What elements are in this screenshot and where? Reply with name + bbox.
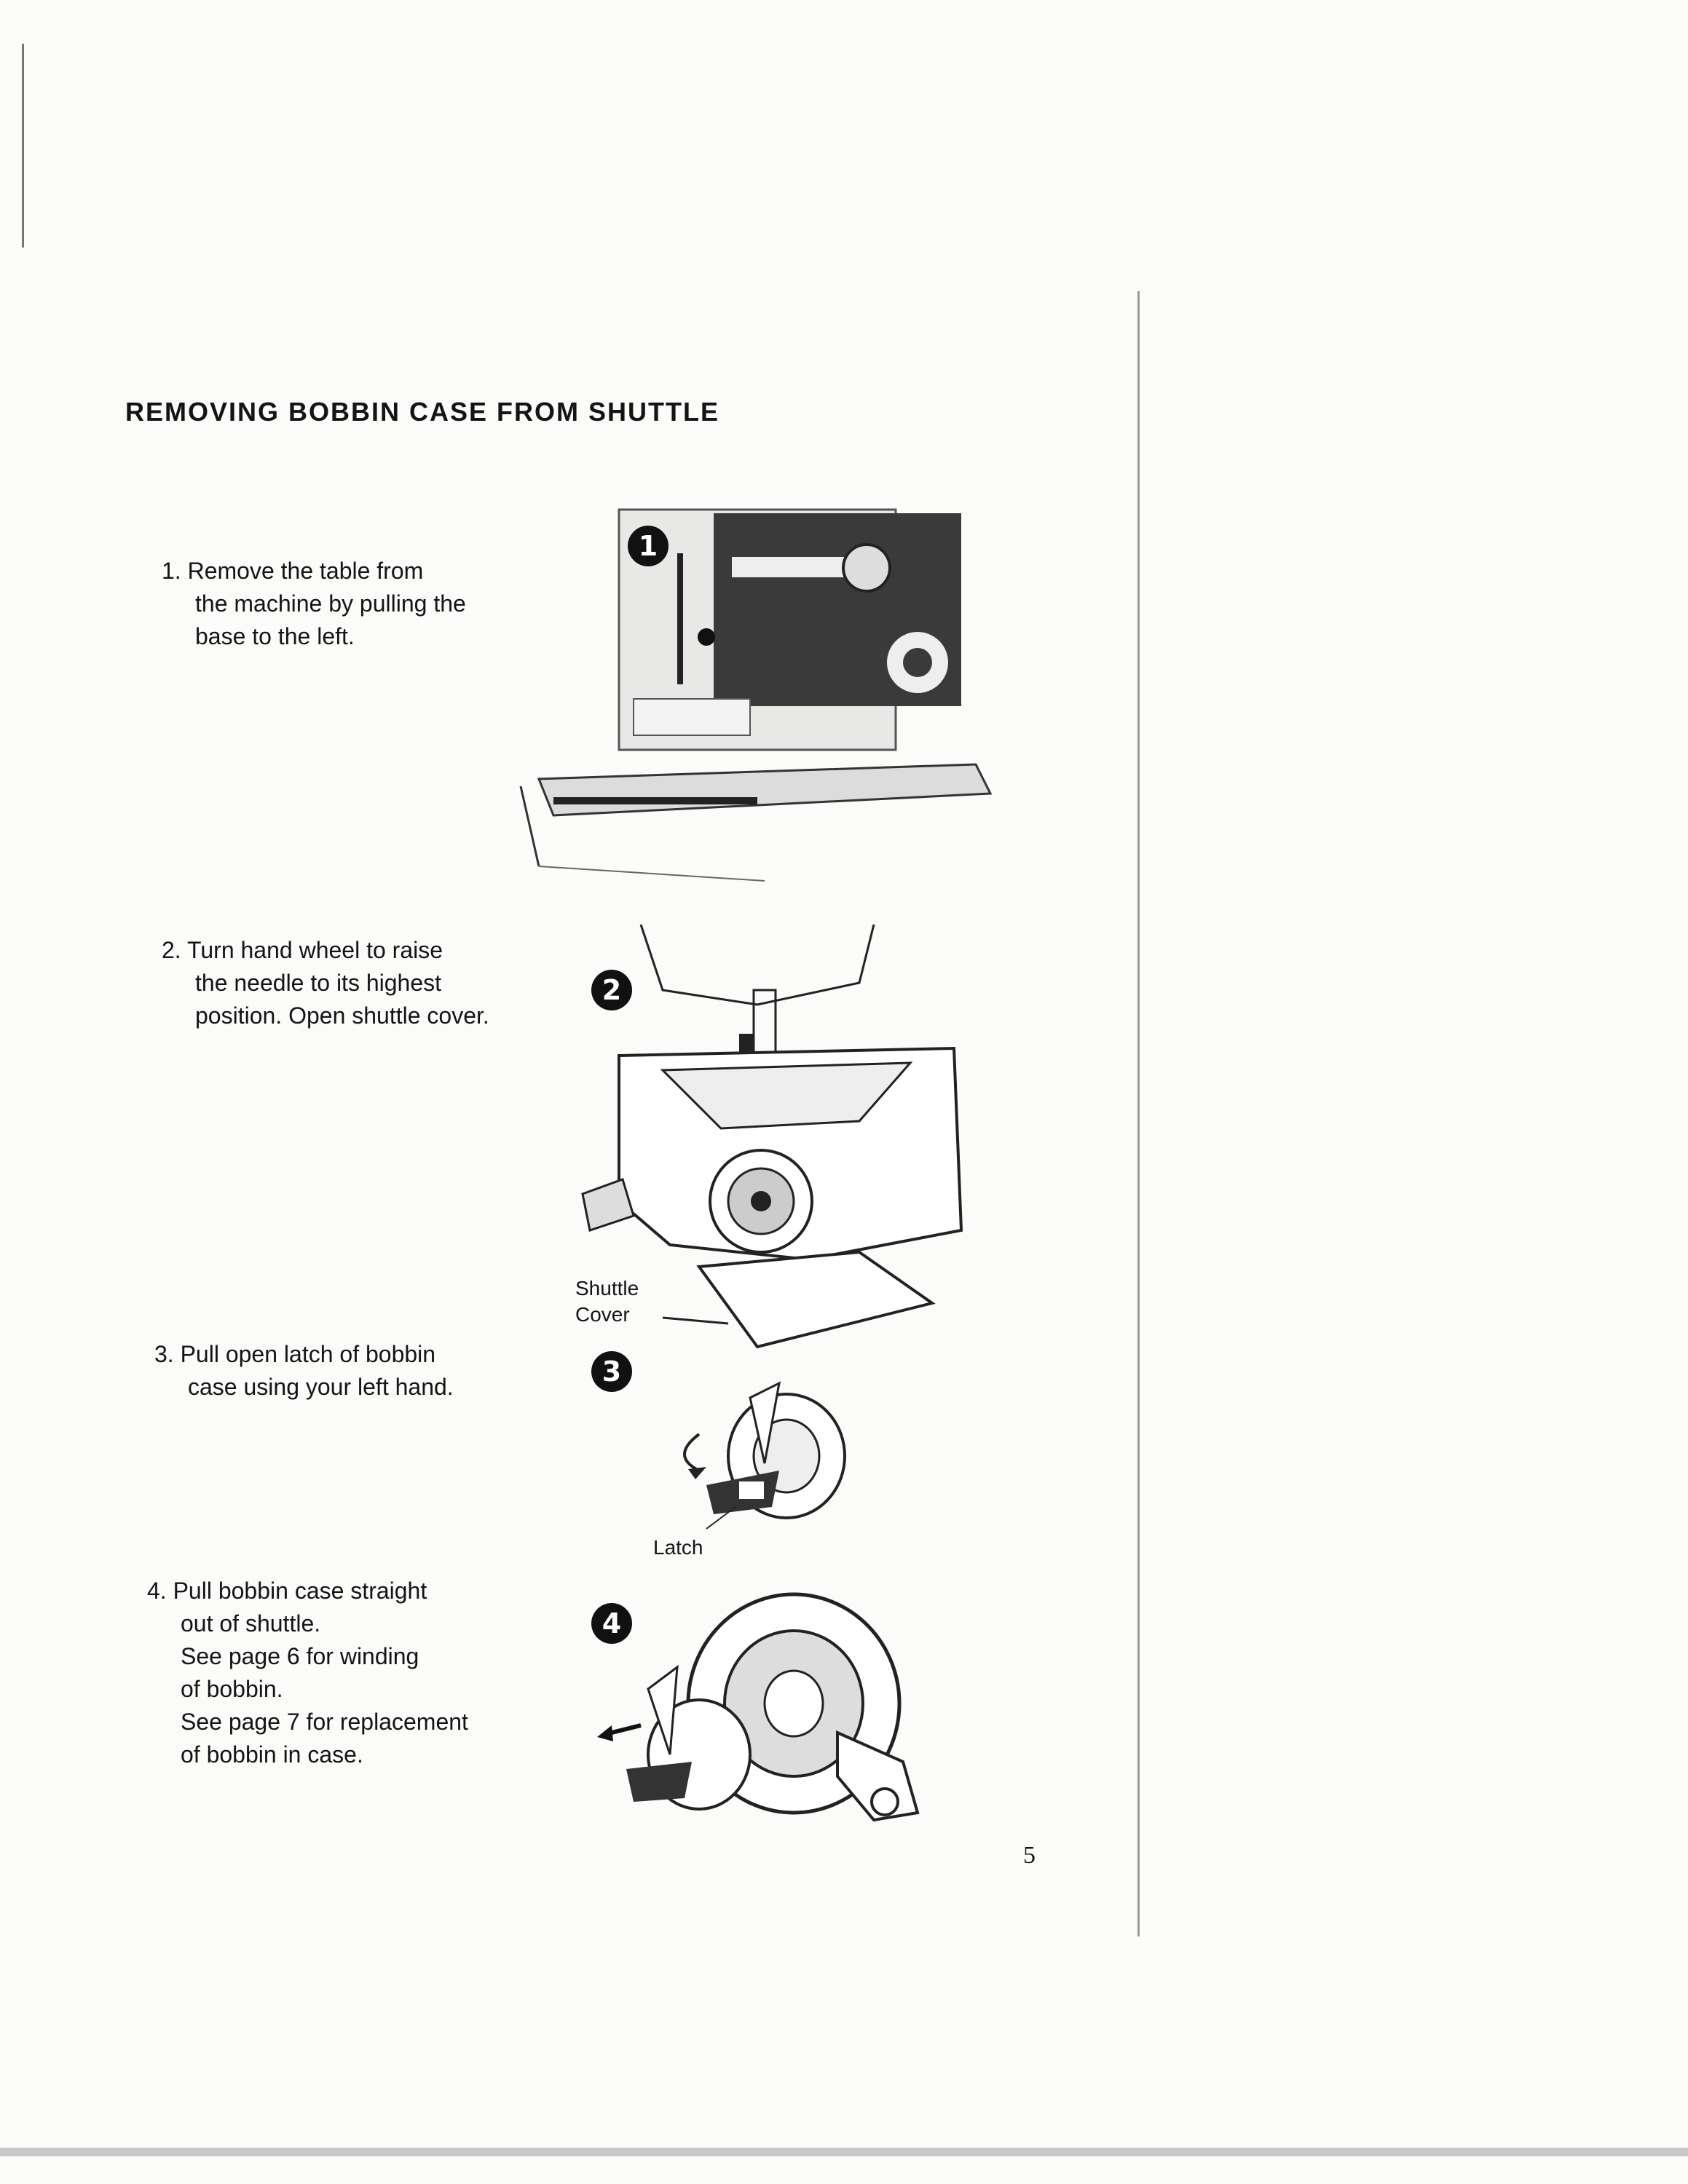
bottom-scan-strip <box>0 2148 1688 2156</box>
step-line: of bobbin. <box>181 1676 283 1702</box>
left-margin-rule <box>22 44 24 248</box>
latch-callout: Latch <box>653 1536 703 1559</box>
step-line: base to the left. <box>195 623 355 649</box>
step-line: position. Open shuttle cover. <box>195 1002 489 1029</box>
step-line: Turn hand wheel to raise <box>187 937 443 963</box>
step-line: Remove the table from <box>187 558 424 584</box>
step-number: 2. <box>162 937 181 963</box>
step-number: 3. <box>154 1341 174 1367</box>
step-1 <box>162 555 466 653</box>
step-line: case using your left hand. <box>188 1374 454 1400</box>
step-line: out of shuttle. <box>181 1610 321 1637</box>
figure-bobbin-latch <box>655 1376 874 1536</box>
step-line: See page 6 for winding <box>181 1643 419 1669</box>
step-line: Pull open latch of bobbin <box>180 1341 436 1367</box>
figure-1-badge: 1 <box>628 526 669 566</box>
page-title: REMOVING BOBBIN CASE FROM SHUTTLE <box>125 397 720 427</box>
figure-2-badge: 2 <box>591 970 632 1010</box>
figure-bobbin-removal <box>597 1587 939 1835</box>
page-number: 5 <box>1023 1842 1036 1869</box>
step-line: the machine by pulling the <box>195 590 466 617</box>
right-margin-rule <box>1137 291 1140 1936</box>
shuttle-cover-callout <box>575 1275 639 1328</box>
step-3 <box>154 1338 454 1404</box>
callout-line: Cover <box>575 1303 630 1326</box>
step-2 <box>162 934 489 1032</box>
step-line: the needle to its highest <box>195 970 442 996</box>
step-4 <box>147 1575 468 1771</box>
step-line: Pull bobbin case straight <box>173 1578 427 1604</box>
step-number: 1. <box>162 558 181 584</box>
figure-3-badge: 3 <box>591 1351 632 1392</box>
step-number: 4. <box>147 1578 167 1604</box>
figure-4-badge: 4 <box>591 1603 632 1644</box>
callout-line: Shuttle <box>575 1277 639 1299</box>
figure-sewing-machine <box>510 473 1005 895</box>
step-line: See page 7 for replacement <box>181 1709 468 1735</box>
step-line: of bobbin in case. <box>181 1741 363 1768</box>
